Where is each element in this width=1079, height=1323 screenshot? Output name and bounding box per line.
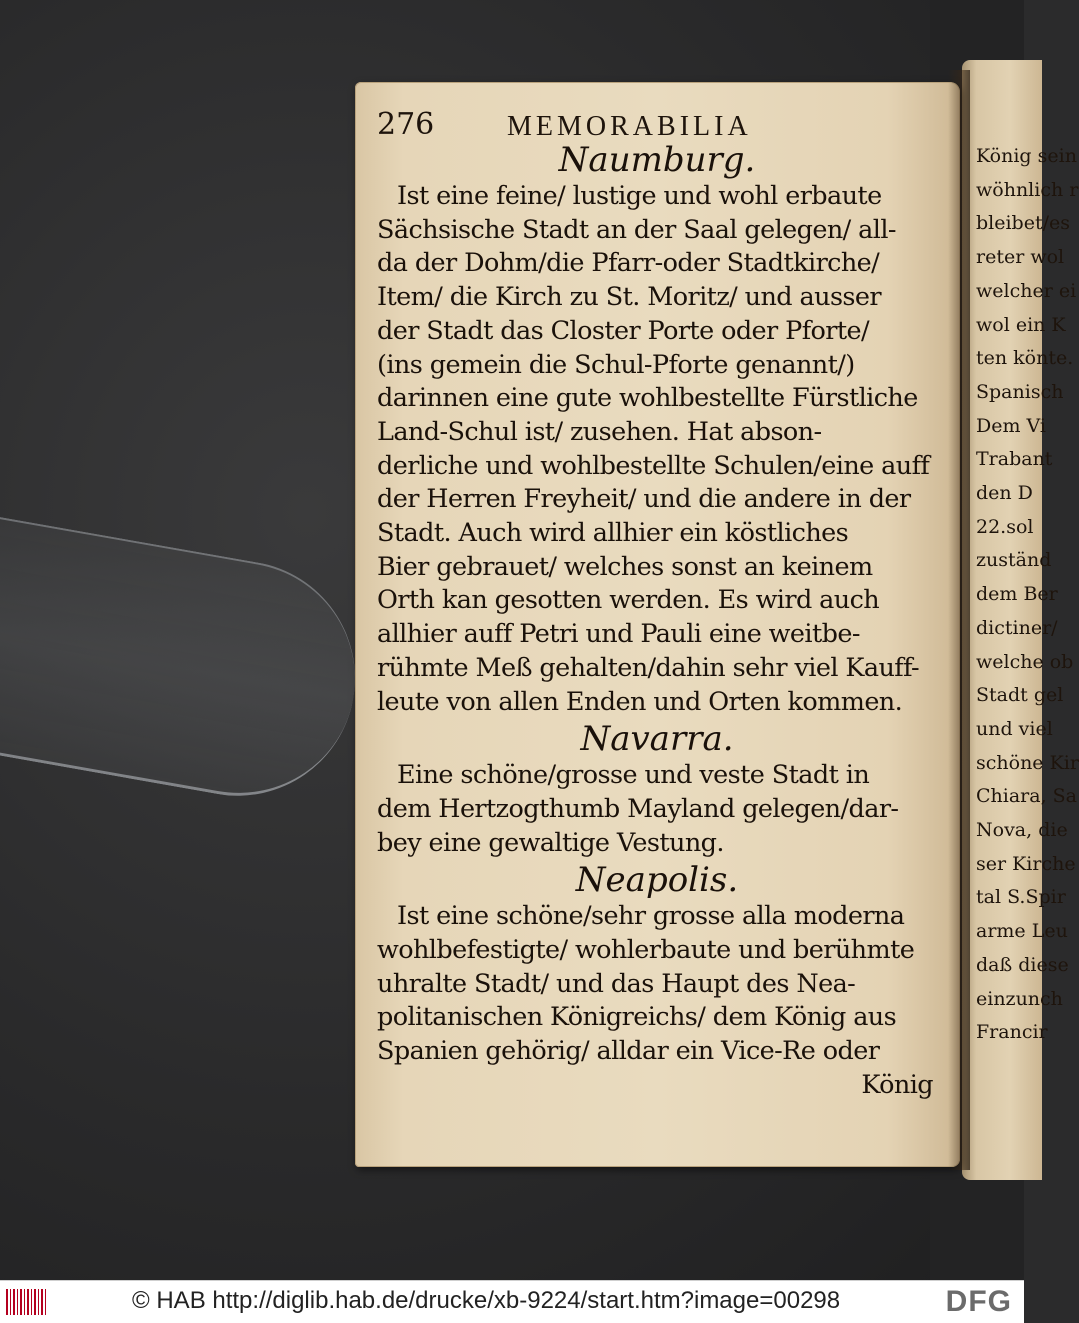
facing-page-line: den D: [976, 482, 1033, 505]
facing-page-line: Stadt gel: [976, 684, 1064, 707]
facing-page-line: und viel: [976, 717, 1053, 740]
facing-page-line: ten könte.: [976, 347, 1074, 370]
dfg-logo: DFG: [945, 1285, 1012, 1318]
facing-page-line: dictiner/: [976, 616, 1058, 639]
running-head: MEMORABILIA: [507, 111, 752, 142]
text-line: Item/ die Kirch zu St. Moritz/ und ausser: [377, 282, 882, 313]
page-weight-ruler: [0, 510, 374, 814]
text-line: da der Dohm/die Pfarr-oder Stadtkirche/: [377, 248, 880, 279]
facing-page-line: König sein: [976, 145, 1077, 167]
text-line: Ist eine feine/ lustige und wohl erbaute: [397, 181, 882, 211]
text-line: rühmte Meß gehalten/dahin sehr viel Kauff-: [377, 652, 920, 683]
facing-page-line: Trabant: [976, 448, 1053, 471]
text-line: allhier auff Petri und Pauli eine weitbe-: [377, 619, 860, 650]
facing-page-line: Dem Vi: [976, 414, 1046, 437]
facing-page-line: reter wol: [976, 246, 1065, 269]
section-heading: Naumburg.: [558, 140, 756, 180]
facing-page-text: [962, 140, 1079, 1050]
facing-page-line: wol ein K: [976, 313, 1066, 336]
text-line: dem Hertzogthumb Mayland gelegen/dar-: [377, 793, 899, 824]
facing-page-line: 22.sol: [976, 515, 1034, 538]
facing-page: [962, 60, 1079, 1180]
source-credit: © HAB http://diglib.hab.de/drucke/xb-9224/start.htm?image=00298: [132, 1287, 841, 1314]
text-line: der Herren Freyheit/ und die andere in der: [377, 484, 911, 515]
facing-page-line: bleibet/es: [976, 212, 1070, 235]
text-line: Stadt. Auch wird allhier ein köstliches: [377, 518, 849, 549]
text-line: Spanien gehörig/ alldar ein Vice-Re oder: [377, 1036, 880, 1067]
section-heading: Neapolis.: [575, 860, 739, 901]
facing-page-line: wöhnlich r: [976, 178, 1079, 201]
facing-page-line: Spanisch: [976, 380, 1064, 403]
text-line: derliche und wohlbestellte Schulen/eine auff: [377, 450, 930, 481]
facing-page-line: einzunch: [976, 987, 1063, 1010]
book-page: [355, 82, 960, 1167]
facing-page-line: Nova, die: [976, 819, 1068, 842]
facing-page-line: welche ob: [976, 650, 1074, 673]
text-line: wohlbefestigte/ wohlerbaute und berühmte: [377, 935, 915, 966]
text-line: der Stadt das Closter Porte oder Pforte/: [377, 315, 870, 346]
text-line: (ins gemein die Schul-Pforte genannt/): [377, 349, 855, 380]
text-line: Bier gebrauet/ welches sonst an keinem: [377, 551, 873, 582]
text-line: darinnen eine gute wohlbestellte Fürstliche: [377, 383, 918, 414]
text-line: Ist eine schöne/sehr grosse alla moderna: [397, 901, 905, 932]
facing-page-line: welcher ei: [976, 279, 1077, 302]
text-line: Land-Schul ist/ zusehen. Hat abson-: [377, 416, 822, 447]
page-body: [377, 140, 937, 1103]
facing-page-line: arme Leu: [976, 920, 1068, 943]
facing-page-line: dem Ber: [976, 583, 1058, 606]
section-heading: Navarra.: [580, 719, 734, 760]
facing-page-line: tal S.Spir: [976, 886, 1066, 909]
text-line: bey eine gewaltige Vestung.: [377, 827, 724, 858]
text-line: Eine schöne/grosse und veste Stadt in: [397, 760, 870, 791]
barcode-icon: [6, 1289, 46, 1315]
facing-page-line: Chiara, Sa: [976, 785, 1078, 808]
facing-page-line: ser Kirche: [976, 852, 1076, 875]
facing-page-line: schöne Kir: [976, 751, 1079, 774]
spine-shadow: [948, 70, 970, 1170]
facing-page-line: zuständ: [976, 549, 1052, 572]
text-line: Orth kan gesotten werden. Es wird auch: [377, 585, 880, 616]
facing-page-line: Francir: [976, 1021, 1048, 1044]
catchword: König: [861, 1069, 933, 1100]
text-line: uhralte Stadt/ und das Haupt des Nea-: [377, 968, 856, 999]
text-line: politanischen Königreichs/ dem König aus: [377, 1002, 897, 1033]
text-line: leute von allen Enden und Orten kommen.: [377, 686, 903, 717]
page-number: 276: [377, 107, 435, 142]
footer-bar: [0, 1280, 1024, 1323]
text-line: Sächsische Stadt an der Saal gelegen/ all-: [377, 214, 896, 245]
facing-page-line: daß diese: [976, 953, 1069, 976]
